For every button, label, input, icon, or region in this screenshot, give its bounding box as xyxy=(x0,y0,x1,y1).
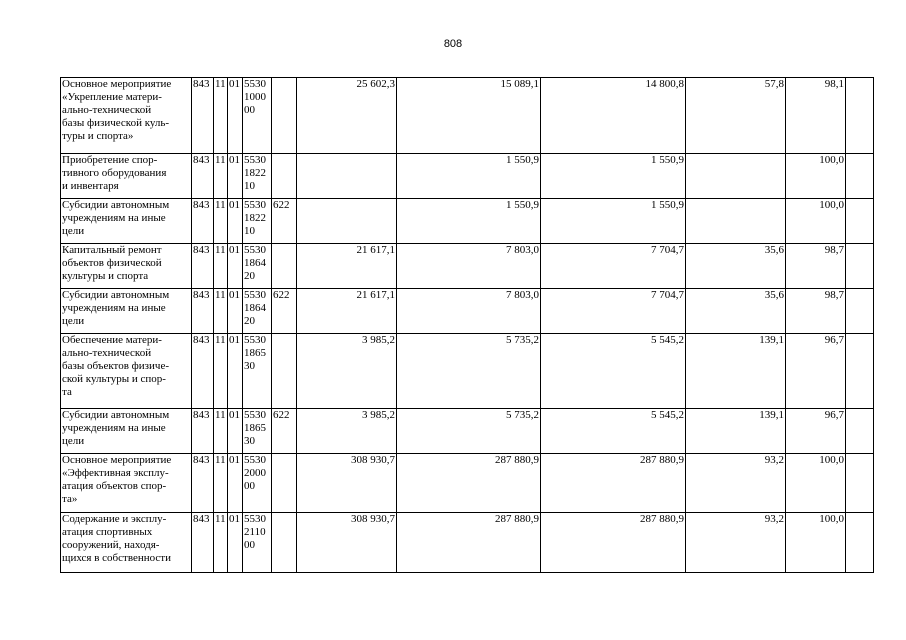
subsection-code-cell: 01 xyxy=(228,513,243,573)
subsection-code-cell: 01 xyxy=(228,454,243,513)
target-article-cell: 5530 1864 20 xyxy=(243,289,272,334)
percent-refined-cell: 100,0 xyxy=(786,154,846,199)
ministry-code-cell: 843 xyxy=(192,513,214,573)
subsection-code-cell: 01 xyxy=(228,244,243,289)
plan-initial-cell: 3 985,2 xyxy=(297,409,397,454)
table-row xyxy=(61,334,874,409)
ministry-code-cell: 843 xyxy=(192,289,214,334)
expense-type-cell: 622 xyxy=(272,199,297,244)
empty-cell xyxy=(846,78,874,154)
plan-initial-cell xyxy=(297,154,397,199)
target-article-cell: 5530 1000 00 xyxy=(243,78,272,154)
percent-refined-cell: 100,0 xyxy=(786,513,846,573)
section-code-cell: 11 xyxy=(214,409,228,454)
subsection-code-cell: 01 xyxy=(228,154,243,199)
table-body xyxy=(61,78,874,573)
table-row xyxy=(61,409,874,454)
section-code-cell: 11 xyxy=(214,334,228,409)
row-name-cell: Субсидии автономным учреждениям на иные цели xyxy=(61,289,192,334)
executed-cell: 5 545,2 xyxy=(541,409,686,454)
ministry-code-cell: 843 xyxy=(192,199,214,244)
empty-cell xyxy=(846,199,874,244)
plan-initial-cell: 25 602,3 xyxy=(297,78,397,154)
row-name-cell: Основное мероприятие «Эффективная эксплу- атация объектов спор- та» xyxy=(61,454,192,513)
ministry-code-cell: 843 xyxy=(192,154,214,199)
plan-refined-cell: 287 880,9 xyxy=(397,513,541,573)
expense-type-cell xyxy=(272,454,297,513)
target-article-cell: 5530 2110 00 xyxy=(243,513,272,573)
empty-cell xyxy=(846,289,874,334)
table-row xyxy=(61,513,874,573)
target-article-cell: 5530 1865 30 xyxy=(243,334,272,409)
plan-initial-cell xyxy=(297,199,397,244)
subsection-code-cell: 01 xyxy=(228,409,243,454)
plan-refined-cell: 5 735,2 xyxy=(397,409,541,454)
subsection-code-cell: 01 xyxy=(228,334,243,409)
percent-initial-cell xyxy=(686,154,786,199)
expense-type-cell: 622 xyxy=(272,409,297,454)
plan-refined-cell: 7 803,0 xyxy=(397,244,541,289)
target-article-cell: 5530 1864 20 xyxy=(243,244,272,289)
plan-refined-cell: 1 550,9 xyxy=(397,154,541,199)
plan-initial-cell: 308 930,7 xyxy=(297,454,397,513)
table-row xyxy=(61,289,874,334)
subsection-code-cell: 01 xyxy=(228,78,243,154)
percent-initial-cell: 57,8 xyxy=(686,78,786,154)
plan-initial-cell: 21 617,1 xyxy=(297,289,397,334)
ministry-code-cell: 843 xyxy=(192,244,214,289)
subsection-code-cell: 01 xyxy=(228,199,243,244)
target-article-cell: 5530 2000 00 xyxy=(243,454,272,513)
plan-initial-cell: 21 617,1 xyxy=(297,244,397,289)
empty-cell xyxy=(846,409,874,454)
plan-refined-cell: 5 735,2 xyxy=(397,334,541,409)
table-row xyxy=(61,454,874,513)
ministry-code-cell: 843 xyxy=(192,334,214,409)
percent-initial-cell: 35,6 xyxy=(686,244,786,289)
empty-cell xyxy=(846,154,874,199)
table-row xyxy=(61,199,874,244)
percent-initial-cell: 139,1 xyxy=(686,409,786,454)
executed-cell: 5 545,2 xyxy=(541,334,686,409)
row-name-cell: Основное мероприятие «Укрепление матери- ально-технической базы физической куль- туры и спорта» xyxy=(61,78,192,154)
percent-refined-cell: 98,1 xyxy=(786,78,846,154)
expense-type-cell: 622 xyxy=(272,289,297,334)
ministry-code-cell: 843 xyxy=(192,409,214,454)
budget-table xyxy=(60,77,874,573)
plan-initial-cell: 308 930,7 xyxy=(297,513,397,573)
executed-cell: 1 550,9 xyxy=(541,154,686,199)
executed-cell: 7 704,7 xyxy=(541,244,686,289)
section-code-cell: 11 xyxy=(214,513,228,573)
percent-initial-cell: 35,6 xyxy=(686,289,786,334)
row-name-cell: Приобретение спор- тивного оборудования и инвентаря xyxy=(61,154,192,199)
table-row xyxy=(61,154,874,199)
plan-refined-cell: 1 550,9 xyxy=(397,199,541,244)
section-code-cell: 11 xyxy=(214,454,228,513)
expense-type-cell xyxy=(272,513,297,573)
empty-cell xyxy=(846,334,874,409)
row-name-cell: Субсидии автономным учреждениям на иные цели xyxy=(61,199,192,244)
percent-refined-cell: 98,7 xyxy=(786,289,846,334)
table-row xyxy=(61,78,874,154)
percent-refined-cell: 98,7 xyxy=(786,244,846,289)
row-name-cell: Субсидии автономным учреждениям на иные цели xyxy=(61,409,192,454)
ministry-code-cell: 843 xyxy=(192,78,214,154)
section-code-cell: 11 xyxy=(214,244,228,289)
percent-initial-cell: 93,2 xyxy=(686,513,786,573)
percent-refined-cell: 100,0 xyxy=(786,199,846,244)
section-code-cell: 11 xyxy=(214,154,228,199)
target-article-cell: 5530 1822 10 xyxy=(243,199,272,244)
empty-cell xyxy=(846,513,874,573)
plan-initial-cell: 3 985,2 xyxy=(297,334,397,409)
ministry-code-cell: 843 xyxy=(192,454,214,513)
section-code-cell: 11 xyxy=(214,199,228,244)
empty-cell xyxy=(846,244,874,289)
section-code-cell: 11 xyxy=(214,289,228,334)
executed-cell: 14 800,8 xyxy=(541,78,686,154)
executed-cell: 1 550,9 xyxy=(541,199,686,244)
table-row xyxy=(61,244,874,289)
percent-initial-cell: 139,1 xyxy=(686,334,786,409)
plan-refined-cell: 15 089,1 xyxy=(397,78,541,154)
percent-refined-cell: 96,7 xyxy=(786,409,846,454)
percent-initial-cell xyxy=(686,199,786,244)
expense-type-cell xyxy=(272,78,297,154)
row-name-cell: Содержание и эксплу- атация спортивных сооружений, находя- щихся в собственности xyxy=(61,513,192,573)
executed-cell: 7 704,7 xyxy=(541,289,686,334)
expense-type-cell xyxy=(272,154,297,199)
expense-type-cell xyxy=(272,334,297,409)
row-name-cell: Капитальный ремонт объектов физической культуры и спорта xyxy=(61,244,192,289)
expense-type-cell xyxy=(272,244,297,289)
row-name-cell: Обеспечение матери- ально-технической базы объектов физиче- ской культуры и спор- та xyxy=(61,334,192,409)
executed-cell: 287 880,9 xyxy=(541,454,686,513)
section-code-cell: 11 xyxy=(214,78,228,154)
plan-refined-cell: 287 880,9 xyxy=(397,454,541,513)
executed-cell: 287 880,9 xyxy=(541,513,686,573)
page-number: 808 xyxy=(443,38,463,50)
percent-initial-cell: 93,2 xyxy=(686,454,786,513)
target-article-cell: 5530 1865 30 xyxy=(243,409,272,454)
percent-refined-cell: 96,7 xyxy=(786,334,846,409)
empty-cell xyxy=(846,454,874,513)
subsection-code-cell: 01 xyxy=(228,289,243,334)
plan-refined-cell: 7 803,0 xyxy=(397,289,541,334)
target-article-cell: 5530 1822 10 xyxy=(243,154,272,199)
percent-refined-cell: 100,0 xyxy=(786,454,846,513)
